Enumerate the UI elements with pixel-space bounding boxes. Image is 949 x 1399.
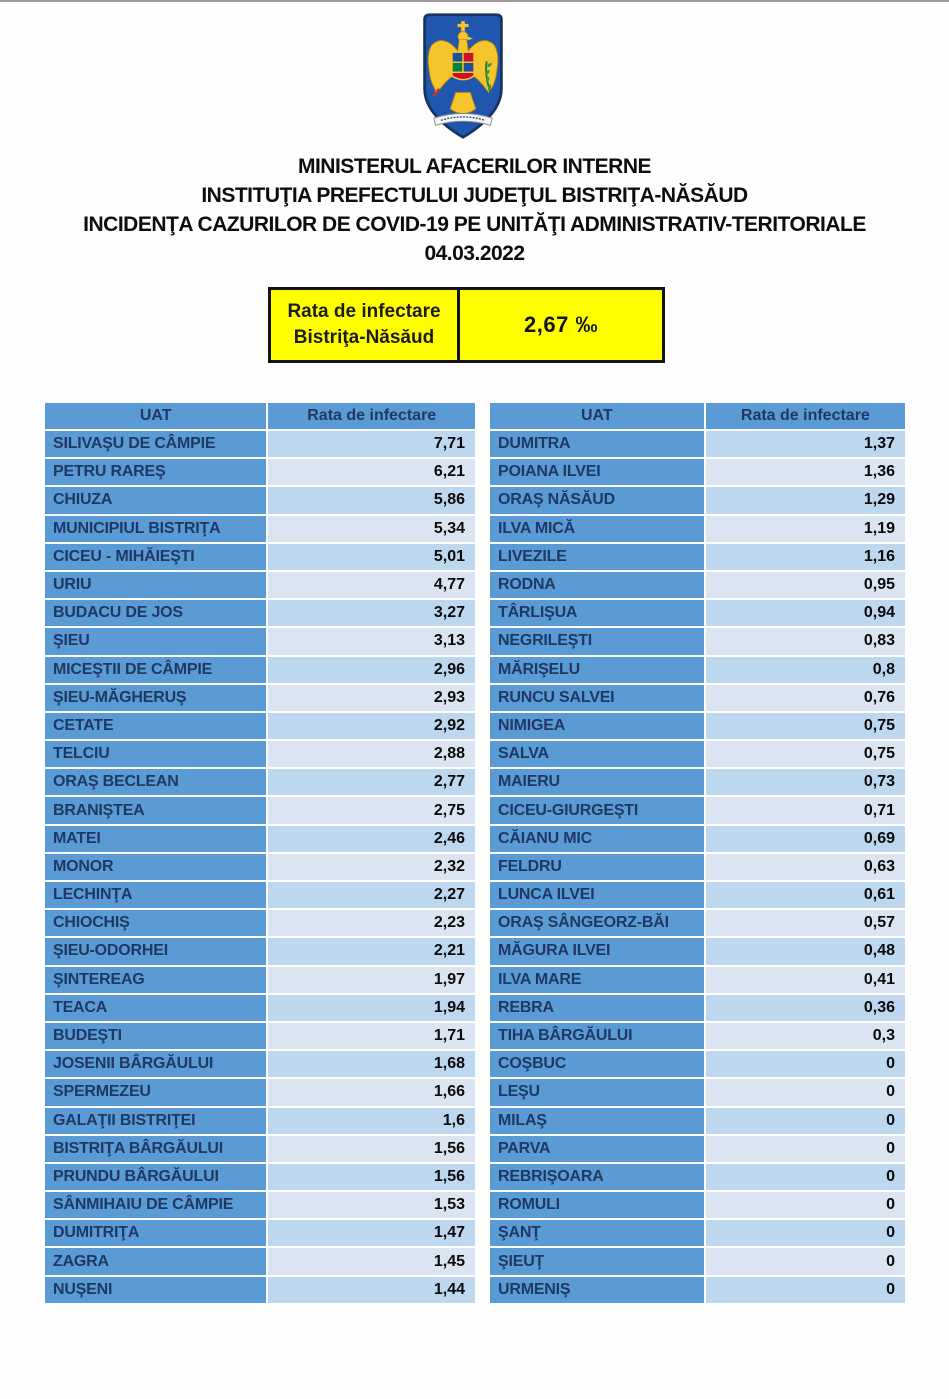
rate-value-cell: 0 [706, 1220, 905, 1246]
uat-name-cell: DUMITRIŢA [45, 1220, 266, 1246]
table-row [45, 1220, 475, 1246]
table-header-row [45, 403, 475, 429]
rate-value-cell: 0,71 [706, 797, 905, 823]
table-row [490, 938, 905, 964]
county-rate-label-line2: Bistriţa-Năsăud [293, 327, 435, 348]
uat-name-cell: TÂRLIŞUA [490, 600, 704, 626]
rate-value-cell: 1,37 [706, 431, 905, 457]
uat-name-cell: SILIVAŞU DE CÂMPIE [45, 431, 266, 457]
rate-value-cell: 5,01 [268, 544, 475, 570]
uat-name-cell: TIHA BÂRGĂULUI [490, 1023, 704, 1049]
uat-name-cell: NUŞENI [45, 1277, 266, 1303]
mai-coat-of-arms-icon [417, 12, 509, 140]
uat-name-cell: MONOR [45, 854, 266, 880]
rate-value-cell: 2,23 [268, 910, 475, 936]
table-row [490, 600, 905, 626]
rate-value-cell: 5,34 [268, 516, 475, 542]
table-row [45, 516, 475, 542]
table-row [45, 1079, 475, 1105]
table-row [490, 769, 905, 795]
rate-value-cell: 3,13 [268, 628, 475, 654]
uat-name-cell: DUMITRA [490, 431, 704, 457]
rate-value-cell: 4,77 [268, 572, 475, 598]
table-row [490, 910, 905, 936]
uat-name-cell: SPERMEZEU [45, 1079, 266, 1105]
uat-name-cell: NEGRILEŞTI [490, 628, 704, 654]
uat-name-cell: ZAGRA [45, 1248, 266, 1274]
uat-tables-container [45, 403, 905, 1303]
rate-value-cell: 2,75 [268, 797, 475, 823]
rate-value-cell: 0,73 [706, 769, 905, 795]
table-row [490, 1108, 905, 1134]
rate-value-cell: 2,27 [268, 882, 475, 908]
table-row [45, 459, 475, 485]
uat-name-cell: MAIERU [490, 769, 704, 795]
table-row [490, 741, 905, 767]
rate-value-cell: 0 [706, 1136, 905, 1162]
rate-value-cell: 0 [706, 1192, 905, 1218]
uat-name-cell: ILVA MARE [490, 967, 704, 993]
uat-name-cell: MĂRIŞELU [490, 657, 704, 683]
table-row [490, 1164, 905, 1190]
rate-value-cell: 0 [706, 1108, 905, 1134]
uat-name-cell: URIU [45, 572, 266, 598]
table-row [45, 1164, 475, 1190]
rate-value-cell: 0 [706, 1079, 905, 1105]
uat-name-cell: LEŞU [490, 1079, 704, 1105]
uat-name-cell: FELDRU [490, 854, 704, 880]
uat-column-header: UAT [490, 403, 704, 429]
rate-value-cell: 0,95 [706, 572, 905, 598]
rate-value-cell: 2,96 [268, 657, 475, 683]
table-row [490, 713, 905, 739]
title-line-ministry: MINISTERUL AFACERILOR INTERNE [297, 155, 651, 178]
table-row [490, 685, 905, 711]
uat-name-cell: SÂNMIHAIU DE CÂMPIE [45, 1192, 266, 1218]
table-row [45, 1248, 475, 1274]
rate-value-cell: 2,93 [268, 685, 475, 711]
table-row [490, 882, 905, 908]
rate-value-cell: 0,69 [706, 826, 905, 852]
rate-value-cell: 2,21 [268, 938, 475, 964]
table-row [45, 1277, 475, 1303]
uat-name-cell: ORAŞ NĂSĂUD [490, 487, 704, 513]
rate-value-cell: 1,56 [268, 1164, 475, 1190]
uat-name-cell: POIANA ILVEI [490, 459, 704, 485]
rate-value-cell: 1,53 [268, 1192, 475, 1218]
uat-name-cell: PETRU RAREŞ [45, 459, 266, 485]
uat-name-cell: COŞBUC [490, 1051, 704, 1077]
table-row [45, 1051, 475, 1077]
table-row [490, 1277, 905, 1303]
uat-name-cell: SALVA [490, 741, 704, 767]
uat-name-cell: ŞIEU [45, 628, 266, 654]
rate-value-cell: 0 [706, 1248, 905, 1274]
rate-value-cell: 1,45 [268, 1248, 475, 1274]
county-rate-label [271, 290, 460, 360]
uat-name-cell: CHIOCHIŞ [45, 910, 266, 936]
table-row [490, 628, 905, 654]
rate-value-cell: 1,71 [268, 1023, 475, 1049]
table-row [490, 1192, 905, 1218]
rate-value-cell: 1,29 [706, 487, 905, 513]
uat-name-cell: GALAŢII BISTRIŢEI [45, 1108, 266, 1134]
uat-name-cell: TELCIU [45, 741, 266, 767]
rate-value-cell: 7,71 [268, 431, 475, 457]
rate-value-cell: 1,44 [268, 1277, 475, 1303]
uat-name-cell: ŞINTEREAG [45, 967, 266, 993]
uat-name-cell: CETATE [45, 713, 266, 739]
rate-column-header: Rata de infectare [268, 403, 475, 429]
uat-name-cell: ŞIEUŢ [490, 1248, 704, 1274]
rate-value-cell: 0 [706, 1277, 905, 1303]
rate-value-cell: 0,76 [706, 685, 905, 711]
table-row [45, 1023, 475, 1049]
table-row [45, 1192, 475, 1218]
table-row [490, 487, 905, 513]
uat-column-header: UAT [45, 403, 266, 429]
document-title [0, 152, 949, 268]
uat-name-cell: ROMULI [490, 1192, 704, 1218]
rate-value-cell: 2,77 [268, 769, 475, 795]
table-row [490, 1220, 905, 1246]
table-row [45, 854, 475, 880]
top-divider [0, 0, 949, 2]
uat-name-cell: ŞANŢ [490, 1220, 704, 1246]
uat-name-cell: ŞIEU-MĂGHERUŞ [45, 685, 266, 711]
uat-name-cell: ŞIEU-ODORHEI [45, 938, 266, 964]
rate-value-cell: 2,88 [268, 741, 475, 767]
table-row [490, 1079, 905, 1105]
uat-name-cell: MĂGURA ILVEI [490, 938, 704, 964]
table-row [490, 459, 905, 485]
table-row [45, 600, 475, 626]
uat-name-cell: CHIUZA [45, 487, 266, 513]
table-row [45, 657, 475, 683]
uat-name-cell: ORAŞ BECLEAN [45, 769, 266, 795]
table-row [490, 1136, 905, 1162]
table-row [45, 572, 475, 598]
uat-name-cell: JOSENII BÂRGĂULUI [45, 1051, 266, 1077]
uat-table-right [490, 403, 905, 1303]
county-rate-value: 2,67 ‰ [524, 312, 598, 337]
rate-value-cell: 1,56 [268, 1136, 475, 1162]
table-row [490, 995, 905, 1021]
uat-name-cell: URMENIŞ [490, 1277, 704, 1303]
rate-value-cell: 5,86 [268, 487, 475, 513]
table-row [490, 1248, 905, 1274]
uat-name-cell: MATEI [45, 826, 266, 852]
uat-name-cell: TEACA [45, 995, 266, 1021]
rate-value-cell: 1,68 [268, 1051, 475, 1077]
rate-value-cell: 1,6 [268, 1108, 475, 1134]
table-row [45, 769, 475, 795]
rate-value-cell: 0 [706, 1051, 905, 1077]
rate-value-cell: 6,21 [268, 459, 475, 485]
rate-value-cell: 0,94 [706, 600, 905, 626]
rate-value-cell: 2,92 [268, 713, 475, 739]
table-row [490, 1023, 905, 1049]
uat-name-cell: REBRIŞOARA [490, 1164, 704, 1190]
rate-value-cell: 0,36 [706, 995, 905, 1021]
table-row [45, 938, 475, 964]
uat-name-cell: RUNCU SALVEI [490, 685, 704, 711]
table-row [45, 1108, 475, 1134]
uat-name-cell: PRUNDU BÂRGĂULUI [45, 1164, 266, 1190]
uat-name-cell: LUNCA ILVEI [490, 882, 704, 908]
uat-name-cell: LECHINŢA [45, 882, 266, 908]
uat-name-cell: MUNICIPIUL BISTRIŢA [45, 516, 266, 542]
uat-name-cell: BISTRIŢA BÂRGĂULUI [45, 1136, 266, 1162]
rate-value-cell: 0 [706, 1164, 905, 1190]
rate-value-cell: 1,94 [268, 995, 475, 1021]
table-row [490, 797, 905, 823]
table-row [490, 1051, 905, 1077]
table-row [45, 628, 475, 654]
rate-value-cell: 1,97 [268, 967, 475, 993]
rate-value-cell: 1,36 [706, 459, 905, 485]
uat-name-cell: MICEŞTII DE CÂMPIE [45, 657, 266, 683]
uat-name-cell: ILVA MICĂ [490, 516, 704, 542]
uat-name-cell: LIVEZILE [490, 544, 704, 570]
rate-value-cell: 0,41 [706, 967, 905, 993]
table-row [45, 431, 475, 457]
uat-name-cell: CICEU-GIURGEŞTI [490, 797, 704, 823]
table-row [45, 882, 475, 908]
title-line-subject: INCIDENŢA CAZURILOR DE COVID-19 PE UNITĂŢI ADMINISTRATIV-TERITORIALE [83, 213, 866, 236]
rate-value-cell: 1,47 [268, 1220, 475, 1246]
table-row [45, 797, 475, 823]
uat-name-cell: NIMIGEA [490, 713, 704, 739]
rate-value-cell: 0,48 [706, 938, 905, 964]
table-row [490, 544, 905, 570]
uat-name-cell: ORAŞ SÂNGEORZ-BĂI [490, 910, 704, 936]
table-row [490, 572, 905, 598]
rate-value-cell: 1,16 [706, 544, 905, 570]
title-line-institution: INSTITUŢIA PREFECTULUI JUDEŢUL BISTRIŢA-NĂSĂUD [201, 184, 748, 207]
rate-value-cell: 0,3 [706, 1023, 905, 1049]
table-row [45, 487, 475, 513]
table-row [45, 910, 475, 936]
table-header-row [490, 403, 905, 429]
uat-name-cell: BUDEŞTI [45, 1023, 266, 1049]
rate-value-cell: 1,66 [268, 1079, 475, 1105]
uat-name-cell: CICEU - MIHĂIEŞTI [45, 544, 266, 570]
rate-column-header: Rata de infectare [706, 403, 905, 429]
rate-value-cell: 3,27 [268, 600, 475, 626]
uat-name-cell: REBRA [490, 995, 704, 1021]
rate-value-cell: 2,46 [268, 826, 475, 852]
rate-value-cell: 0,8 [706, 657, 905, 683]
table-row [490, 854, 905, 880]
table-row [45, 685, 475, 711]
title-line-date: 04.03.2022 [424, 242, 525, 265]
uat-table-left [45, 403, 475, 1303]
rate-value-cell: 2,32 [268, 854, 475, 880]
table-row [490, 431, 905, 457]
county-rate-label-line1: Rata de infectare [287, 301, 441, 322]
table-row [490, 516, 905, 542]
uat-name-cell: RODNA [490, 572, 704, 598]
table-row [45, 741, 475, 767]
uat-name-cell: MILAŞ [490, 1108, 704, 1134]
table-row [490, 657, 905, 683]
rate-value-cell: 0,83 [706, 628, 905, 654]
uat-name-cell: CĂIANU MIC [490, 826, 704, 852]
rate-value-cell: 0,57 [706, 910, 905, 936]
rate-value-cell: 0,75 [706, 741, 905, 767]
rate-value-cell: 0,63 [706, 854, 905, 880]
rate-value-cell: 1,19 [706, 516, 905, 542]
rate-value-cell: 0,61 [706, 882, 905, 908]
county-rate-summary-box [268, 287, 665, 363]
uat-name-cell: BUDACU DE JOS [45, 600, 266, 626]
uat-name-cell: PARVA [490, 1136, 704, 1162]
table-row [490, 967, 905, 993]
table-row [45, 1136, 475, 1162]
table-row [45, 826, 475, 852]
table-row [45, 544, 475, 570]
table-row [45, 995, 475, 1021]
table-row [490, 826, 905, 852]
table-row [45, 713, 475, 739]
rate-value-cell: 0,75 [706, 713, 905, 739]
uat-name-cell: BRANIŞTEA [45, 797, 266, 823]
table-row [45, 967, 475, 993]
